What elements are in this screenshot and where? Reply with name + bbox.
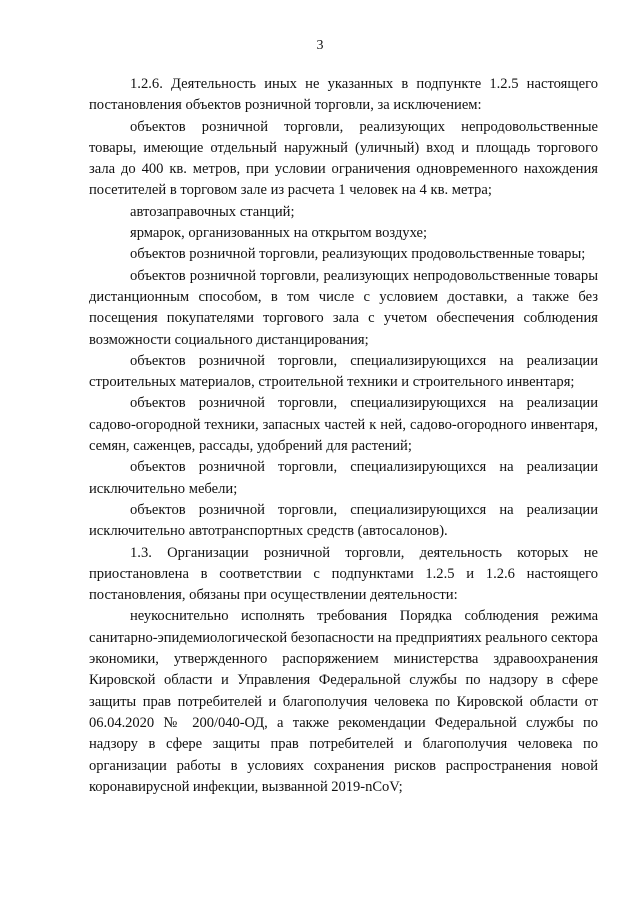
paragraph-remote-sales: объектов розничной торговли, реализующих непродовольственные товары дистанционным способом, в том числе с условием доставки, а также без посещения покупателями торгового зала с учетом обеспечения соблюдения возможности социального дистанцирования;	[89, 267, 598, 348]
paragraph-food-stores: объектов розничной торговли, реализующих продовольственные товары;	[130, 246, 586, 263]
paragraph-open-air-fairs: ярмарок, организованных на открытом воздухе;	[130, 225, 428, 242]
page-number: 3	[316, 38, 324, 53]
paragraph-sanitary-requirements: неукоснительно исполнять требования Порядка соблюдения режима санитарно-эпидемиологической безопасности на предприятиях реального сектора экономики, утвержденного распоряжением министерства здравоохранения Кировской области и Управления Федеральной службы по надзору в сфере защиты прав потребителей и благополучия человека по Кировской области от 06.04.2020 № 200/040-ОД, а также рекомендации Федеральной службы по надзору в сфере защиты прав потребителей и благополучия человека по организации работы в условиях сохранения рисков распространения новой коронавирусной инфекции, вызванной 2019-nCoV;	[89, 608, 598, 795]
paragraph-1-2-6: 1.2.6. Деятельность иных не указанных в подпункте 1.2.5 настоящего постановления объектов розничной торговли, за исключением:	[89, 76, 598, 114]
paragraph-gas-stations: автозаправочных станций;	[130, 203, 295, 220]
paragraph-1-3: 1.3. Организации розничной торговли, деятельность которых не приостановлена в соответствии с подпунктами 1.2.5 и 1.2.6 настоящего постановления, обязаны при осуществлении деятельности:	[89, 544, 598, 604]
document-body	[89, 74, 598, 798]
paragraph-furniture: объектов розничной торговли, специализирующихся на реализации исключительно мебели;	[89, 459, 598, 497]
paragraph-garden-equipment: объектов розничной торговли, специализирующихся на реализации садово-огородной техники, запасных частей к ней, садово-огородного инвентаря, семян, саженцев, рассады, удобрений для растений;	[89, 395, 598, 455]
paragraph-nonfood-stores: объектов розничной торговли, реализующих непродовольственные товары, имеющие отдельный наружный (уличный) вход и площадь торгового зала до 400 кв. метров, при условии ограничения одновременного нахождения посетителей в торговом зале из расчета 1 человек на 4 кв. метра;	[89, 118, 598, 199]
paragraph-car-dealers: объектов розничной торговли, специализирующихся на реализации исключительно автотранспортных средств (автосалонов).	[89, 501, 598, 540]
paragraph-construction-materials: объектов розничной торговли, специализирующихся на реализации строительных материалов, строительной техники и строительного инвентаря;	[89, 352, 598, 391]
